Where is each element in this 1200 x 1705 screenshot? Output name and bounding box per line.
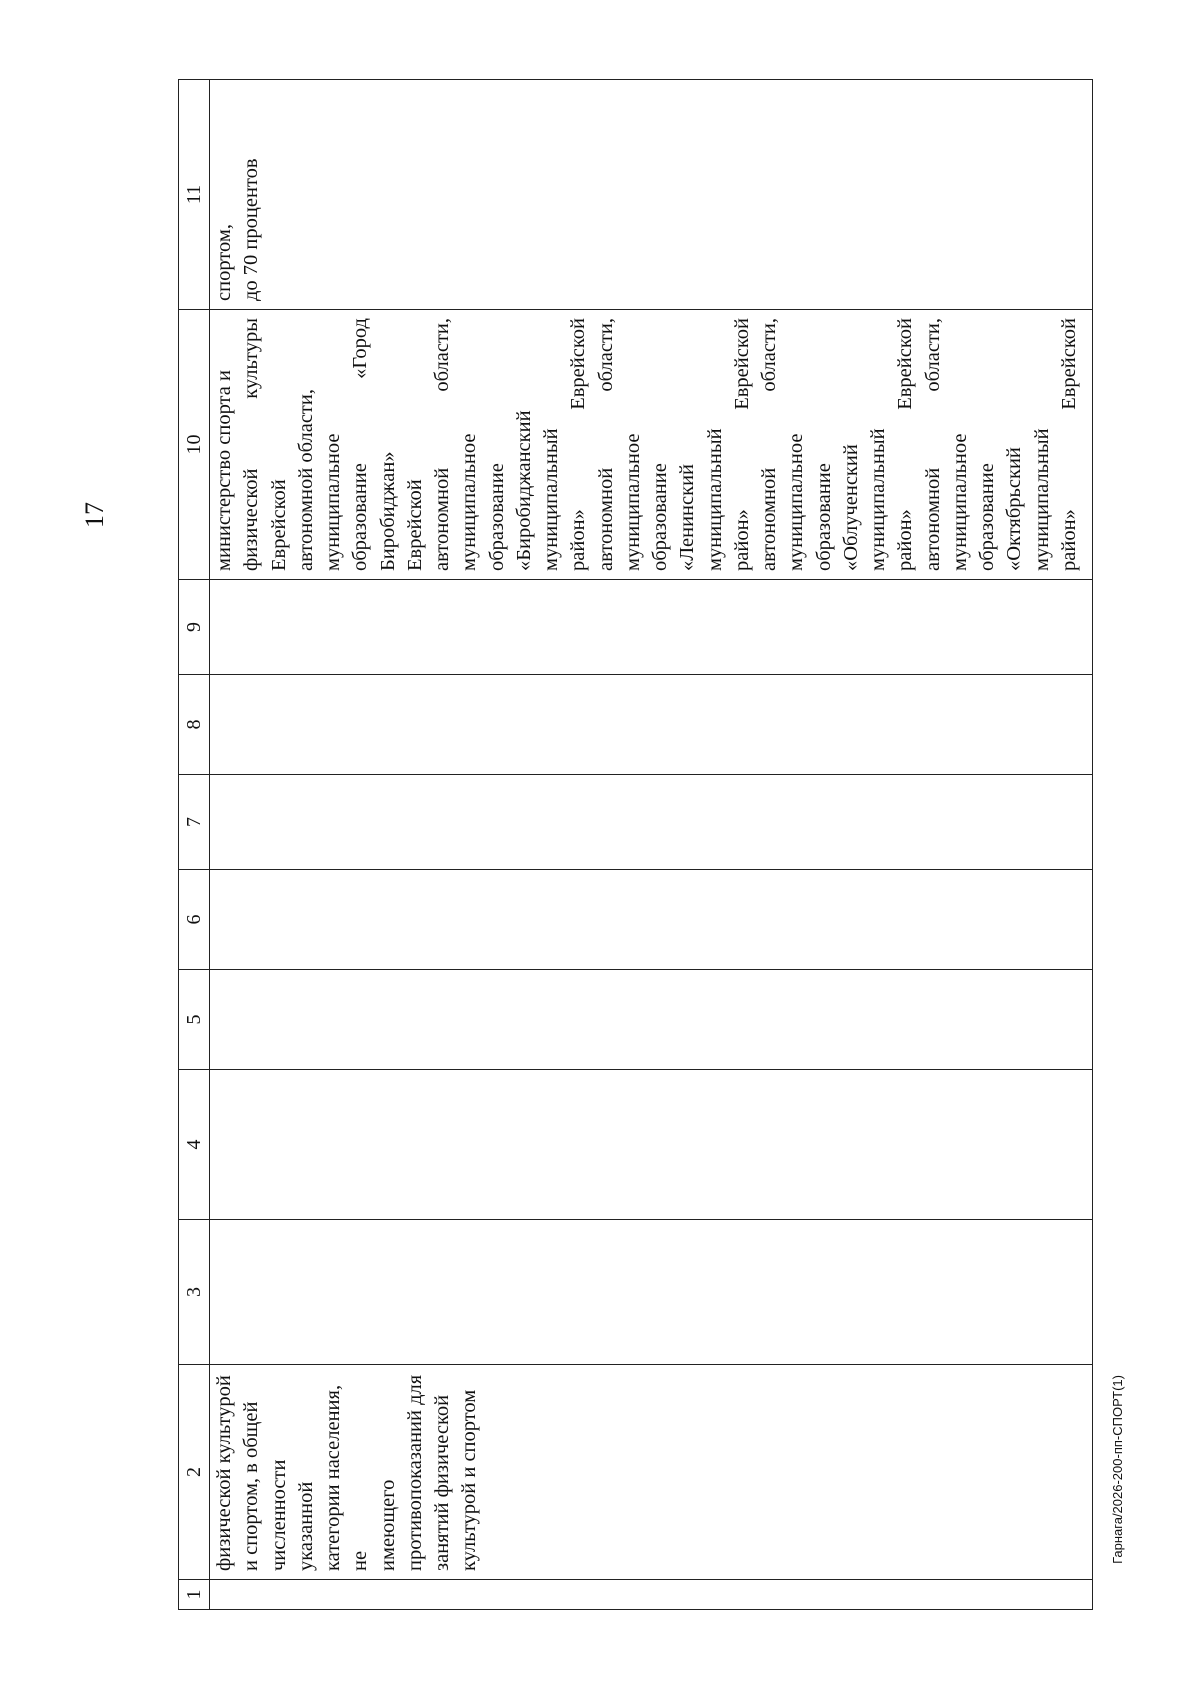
data-table [178, 79, 1093, 1610]
column-number: 11 [179, 80, 210, 310]
cell-col9 [210, 580, 1093, 675]
text-line: противопоказаний для [403, 1374, 426, 1571]
text-line: «Облученский [839, 444, 862, 571]
text-line: муниципальное [621, 433, 644, 571]
text-line: культурой и спортом [458, 1389, 481, 1571]
cell-target-value [210, 80, 1093, 310]
text-line: муниципальный [1030, 428, 1053, 571]
text-line: имеющего [376, 1479, 399, 1571]
text-line: численности указанной [267, 1459, 317, 1571]
column-number: 2 [179, 1365, 210, 1580]
text-line: район» Еврейской [894, 318, 917, 571]
text-line: до 70 процентов [240, 158, 263, 301]
text-line: занятий физической [431, 1394, 453, 1571]
text-line: образование [976, 463, 998, 571]
text-line: муниципальное [458, 433, 481, 571]
column-number: 7 [179, 775, 210, 870]
text-line: Биробиджан» [376, 451, 399, 571]
cell-col8 [210, 675, 1093, 775]
column-number: 10 [179, 310, 210, 580]
text-line: категории населения, не [322, 1384, 372, 1571]
text-line: район» Еврейской [730, 318, 753, 571]
cell-col7 [210, 775, 1093, 870]
text-line: «Октябрьский [1003, 447, 1026, 571]
cell-col6 [210, 870, 1093, 970]
table-row [210, 80, 1093, 1610]
cell-indicator-description [210, 1365, 1093, 1580]
text-line: «Биробиджанский [512, 410, 535, 571]
text-line: муниципальный [540, 428, 562, 571]
text-line: образование [649, 463, 671, 571]
text-line: автономной области, [921, 318, 944, 571]
column-number: 9 [179, 580, 210, 675]
cell-col5 [210, 970, 1093, 1070]
text-line: Еврейской [403, 479, 426, 571]
text-line: автономной области, [294, 389, 317, 571]
text-line: автономной области, [758, 318, 780, 571]
text-line: район» Еврейской [567, 318, 590, 571]
column-number: 5 [179, 970, 210, 1070]
text-line: муниципальное [948, 433, 971, 571]
cell-col4 [210, 1070, 1093, 1220]
cell-responsible-parties [210, 310, 1093, 580]
text-line: физической культурой [213, 1375, 235, 1571]
text-line: министерство спорта и [213, 370, 235, 571]
text-line: автономной области, [594, 318, 617, 571]
text-line: образование «Город [349, 318, 372, 571]
column-number: 1 [179, 1580, 210, 1610]
text-line: район» Еврейской [1057, 318, 1080, 571]
column-number: 3 [179, 1220, 210, 1365]
footer-document-code: Гарнага/2026-200-пп-СПОРТ(1) [1110, 1375, 1125, 1564]
text-line: муниципальный [703, 428, 726, 571]
column-number: 8 [179, 675, 210, 775]
page-number: 17 [80, 502, 109, 528]
cell-col1 [210, 1580, 1093, 1610]
cell-col3 [210, 1220, 1093, 1365]
text-line: автономной области, [431, 318, 453, 571]
text-line: спортом, [213, 224, 235, 301]
text-line: образование [485, 463, 508, 571]
text-line: и спортом, в общей [240, 1401, 263, 1571]
text-line: муниципальное [785, 433, 808, 571]
column-number: 6 [179, 870, 210, 970]
text-line: Еврейской [267, 479, 290, 571]
text-line: муниципальное [322, 433, 344, 571]
column-number: 4 [179, 1070, 210, 1220]
text-line: муниципальный [867, 428, 889, 571]
text-line: образование [812, 463, 835, 571]
text-line: «Ленинский [676, 463, 699, 571]
column-number-row [179, 80, 210, 1610]
text-line: физической культуры [240, 318, 263, 571]
